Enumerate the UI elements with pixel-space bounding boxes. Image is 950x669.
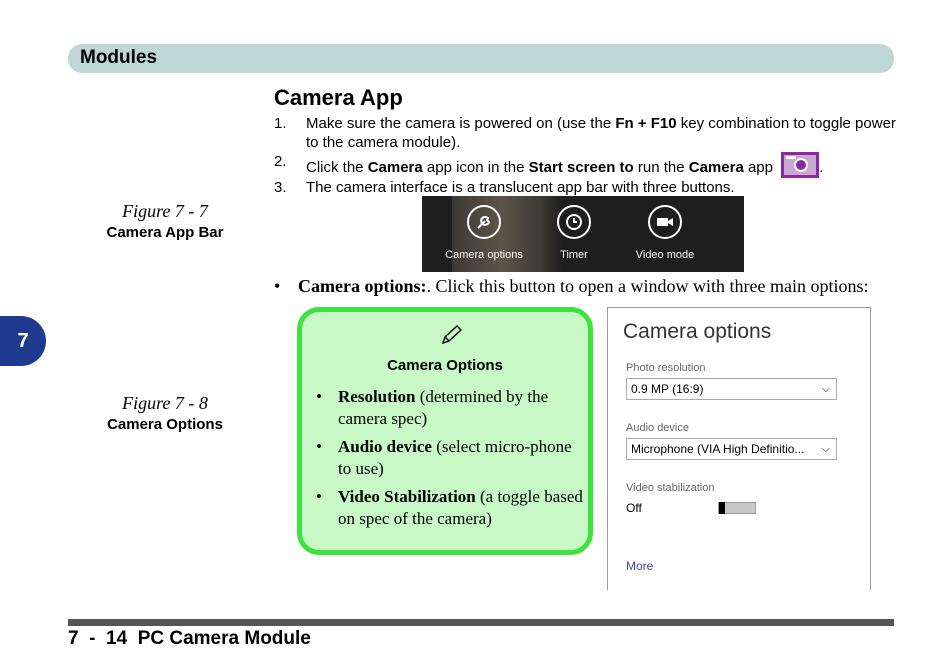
- note-list: [314, 386, 584, 536]
- step-number: 3.: [274, 179, 287, 196]
- footer-text: 7 - 14 PC Camera Module: [68, 628, 311, 649]
- step-number: 2.: [274, 153, 287, 170]
- bullet-bold: Camera options:: [298, 276, 427, 296]
- step-1: [274, 114, 899, 152]
- more-link[interactable]: More: [626, 559, 654, 573]
- camera-options-bullet: [274, 276, 868, 297]
- steps-list: [274, 114, 899, 197]
- step-text: .: [819, 159, 824, 176]
- header-title: Modules: [80, 47, 158, 68]
- video-camera-icon: [648, 205, 682, 239]
- select-value: 0.9 MP (16:9): [631, 382, 704, 396]
- note-item-bold: Resolution: [338, 387, 416, 406]
- camera-app-bar: [422, 196, 744, 272]
- step-number: 1.: [274, 115, 287, 132]
- note-item-text: (select micro-phone to use): [338, 437, 572, 478]
- panel-title: Camera options: [623, 320, 772, 343]
- step-text: run the: [633, 159, 689, 176]
- bullet-symbol: •: [316, 387, 322, 406]
- camera-options-panel: [607, 307, 871, 590]
- note-box: [297, 307, 593, 555]
- figure-number: Figure 7 - 8: [122, 393, 208, 413]
- photo-resolution-select[interactable]: [626, 378, 837, 400]
- camera-options-button[interactable]: [444, 205, 524, 261]
- note-title: Camera Options: [387, 357, 503, 374]
- key-combo: Fn + F10: [615, 115, 677, 132]
- video-stabilization-label: Video stabilization: [626, 482, 715, 494]
- audio-device-select[interactable]: [626, 438, 837, 460]
- audio-device-label: Audio device: [626, 422, 689, 434]
- figure-7-7-caption: [80, 201, 250, 241]
- wrench-icon: [467, 205, 501, 239]
- button-label: Camera options: [445, 249, 523, 261]
- button-label: Video mode: [635, 249, 695, 261]
- step-bold: Camera: [367, 159, 423, 176]
- video-stabilization-toggle[interactable]: [718, 502, 756, 514]
- timer-button[interactable]: [534, 205, 614, 261]
- step-bold: Start screen to: [528, 159, 634, 176]
- clock-icon: [557, 205, 591, 239]
- step-text: Click the: [306, 159, 368, 176]
- bullet-symbol: •: [316, 487, 322, 506]
- section-title: Camera App: [274, 85, 403, 110]
- step-3: [274, 178, 899, 197]
- step-text: app icon in the: [422, 159, 529, 176]
- pencil-icon: [440, 324, 464, 346]
- bullet-symbol: •: [274, 276, 281, 296]
- chapter-tab: 7: [0, 316, 46, 366]
- figure-number: Figure 7 - 7: [122, 201, 208, 221]
- note-item: [314, 486, 584, 530]
- camera-app-icon: [781, 152, 819, 178]
- step-bold: Camera: [688, 159, 744, 176]
- video-mode-button[interactable]: [625, 205, 705, 261]
- bullet-text: . Click this button to open a window with three main options:: [426, 276, 869, 296]
- footer-rule: [68, 619, 894, 626]
- chevron-down-icon: ⌵: [821, 443, 830, 455]
- chevron-down-icon: ⌵: [821, 383, 830, 395]
- note-item-bold: Audio device: [338, 437, 432, 456]
- photo-resolution-label: Photo resolution: [626, 362, 706, 374]
- note-item: [314, 386, 584, 430]
- note-item-text: (a toggle based on spec of the camera): [338, 487, 583, 528]
- figure-title: Camera App Bar: [106, 224, 224, 241]
- step-text: Make sure the camera is powered on (use the: [306, 115, 616, 132]
- note-item: [314, 436, 584, 480]
- step-2: [274, 152, 899, 178]
- step-text: key combination to toggle power to the camera module).: [306, 115, 896, 151]
- note-item-bold: Video Stabilization: [338, 487, 476, 506]
- figure-7-8-caption: [80, 393, 250, 433]
- note-item-text: (determined by the camera spec): [338, 387, 549, 428]
- step-text: app: [743, 159, 773, 176]
- bullet-symbol: •: [316, 437, 322, 456]
- button-label: Timer: [560, 249, 588, 261]
- figure-title: Camera Options: [107, 416, 223, 433]
- step-text: The camera interface is a translucent app bar with three buttons.: [306, 179, 735, 196]
- select-value: Microphone (VIA High Definitio...: [631, 442, 805, 456]
- header-bar: [68, 44, 894, 73]
- video-stabilization-state: Off: [626, 501, 642, 515]
